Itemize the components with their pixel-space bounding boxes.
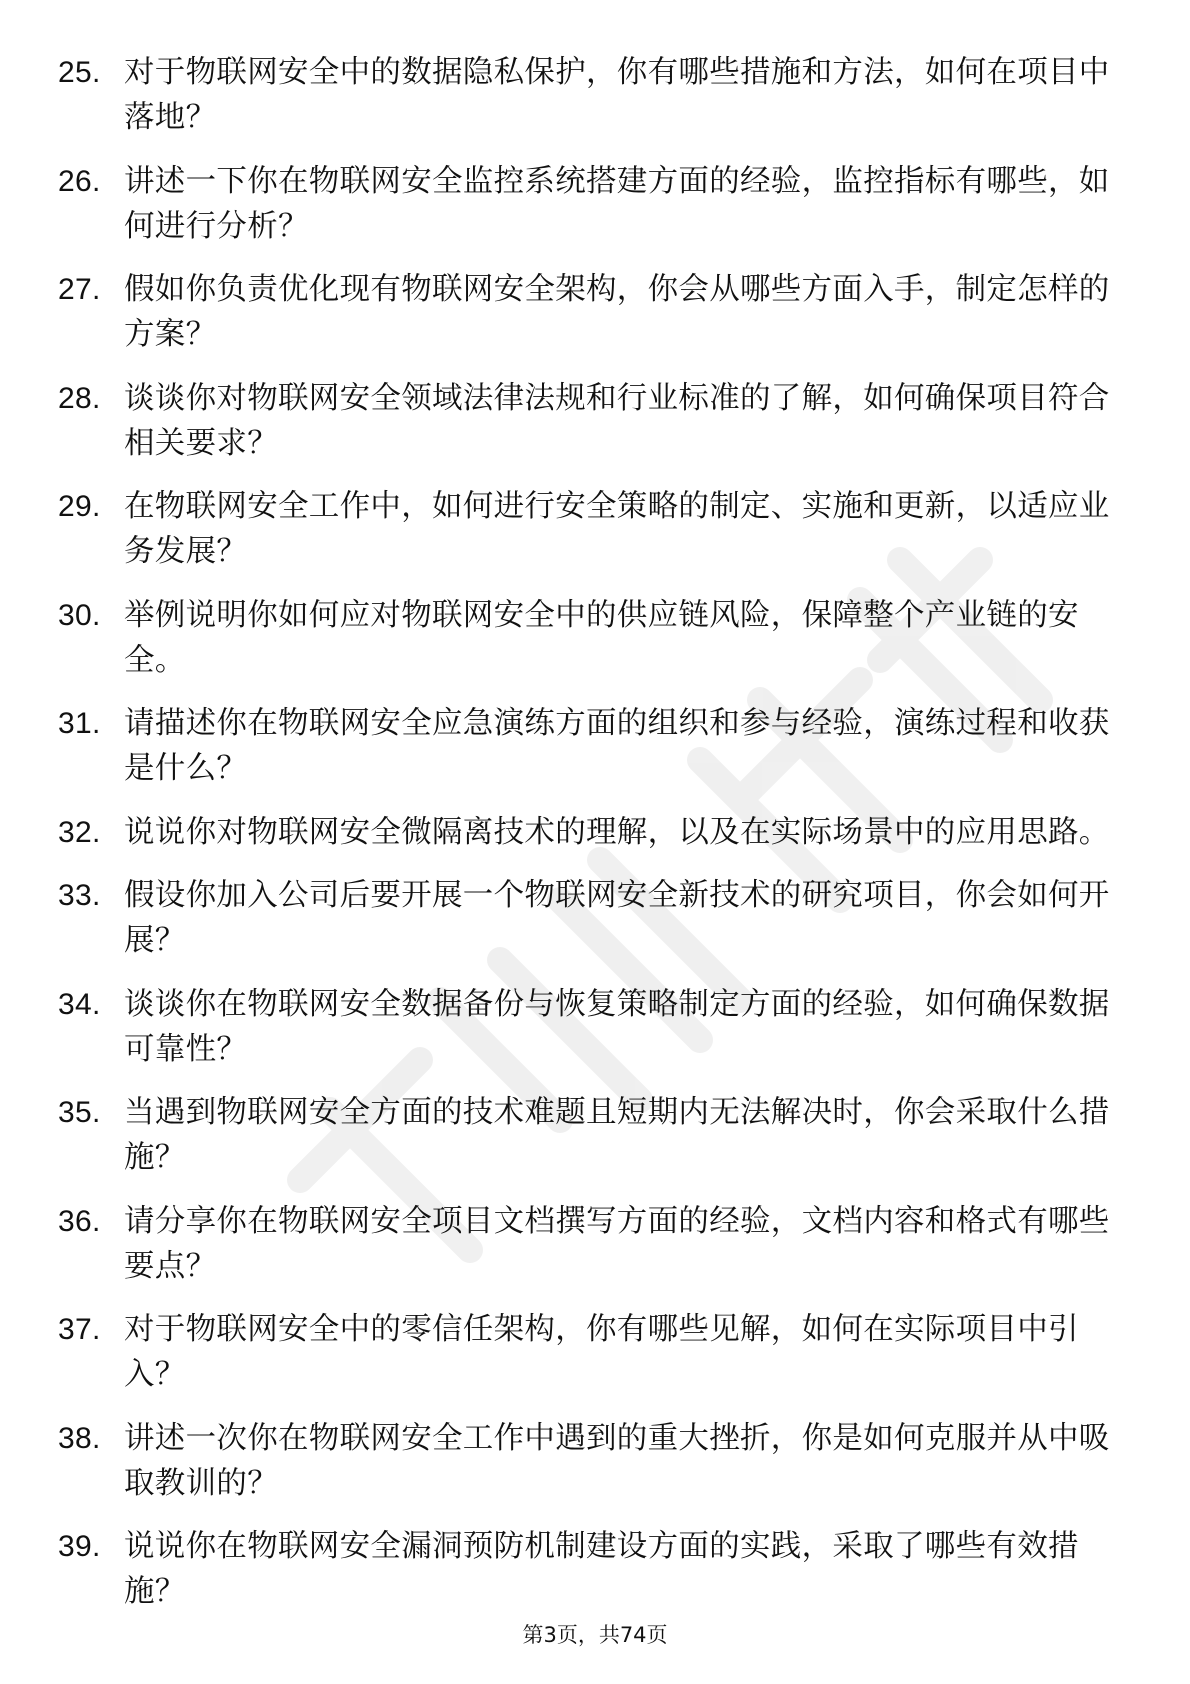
question-number: 29.: [58, 490, 101, 523]
question-number: 27.: [58, 273, 101, 306]
page-footer: 第3页，共74页: [522, 1623, 668, 1647]
question-item: [58, 1090, 1118, 1180]
question-item: [58, 701, 1118, 791]
question-text: 对于物联网安全中的数据隐私保护，你有哪些措施和方法，如何在项目中落地？: [124, 55, 1110, 135]
question-text: 讲述一次你在物联网安全工作中遇到的重大挫折，你是如何克服并从中吸取教训的？: [124, 1420, 1110, 1501]
question-item: [58, 159, 1118, 249]
question-number: 31.: [58, 707, 101, 740]
question-text: 在物联网安全工作中，如何进行安全策略的制定、实施和更新，以适应业务发展？: [124, 489, 1110, 569]
question-number: 32.: [58, 815, 101, 849]
question-text: 举例说明你如何应对物联网安全中的供应链风险，保障整个产业链的安全。: [124, 597, 1079, 678]
question-number: 34.: [58, 987, 101, 1021]
question-number: 38.: [58, 1421, 101, 1455]
question-number: 37.: [58, 1313, 101, 1346]
question-item: [58, 810, 1118, 855]
question-text: 谈谈你在物联网安全数据备份与恢复策略制定方面的经验，如何确保数据可靠性？: [124, 986, 1110, 1067]
question-text: 请描述你在物联网安全应急演练方面的组织和参与经验，演练过程和收获是什么？: [124, 706, 1110, 786]
question-text: 谈谈你对物联网安全领域法律法规和行业标准的了解，如何确保项目符合相关要求？: [124, 380, 1110, 461]
question-item: [58, 1307, 1118, 1397]
question-item: [58, 1416, 1118, 1506]
question-item: [58, 982, 1118, 1072]
question-number: 36.: [58, 1204, 101, 1238]
question-text: 假设你加入公司后要开展一个物联网安全新技术的研究项目，你会如何开展？: [124, 878, 1110, 958]
question-number: 39.: [58, 1530, 101, 1563]
question-item: [58, 50, 1118, 140]
question-text: 当遇到物联网安全方面的技术难题且短期内无法解决时，你会采取什么措施？: [124, 1095, 1110, 1175]
question-number: 26.: [58, 164, 101, 198]
question-item: [58, 593, 1118, 683]
question-item: [58, 1199, 1118, 1289]
question-text: 说说你在物联网安全漏洞预防机制建设方面的实践，采取了哪些有效措施？: [124, 1529, 1079, 1609]
question-text: 对于物联网安全中的零信任架构，你有哪些见解，如何在实际项目中引入？: [124, 1312, 1079, 1392]
question-number: 30.: [58, 598, 101, 632]
question-text: 请分享你在物联网安全项目文档撰写方面的经验，文档内容和格式有哪些要点？: [124, 1203, 1110, 1284]
question-number: 25.: [58, 56, 101, 89]
question-item: [58, 484, 1118, 574]
question-text: 说说你对物联网安全微隔离技术的理解，以及在实际场景中的应用思路。: [124, 814, 1110, 850]
question-item: [58, 873, 1118, 963]
question-item: [58, 376, 1118, 466]
question-text: 假如你负责优化现有物联网安全架构，你会从哪些方面入手，制定怎样的方案？: [124, 272, 1110, 352]
question-number: 35.: [58, 1096, 101, 1129]
question-text: 讲述一下你在物联网安全监控系统搭建方面的经验，监控指标有哪些，如何进行分析？: [124, 163, 1110, 244]
question-number: 28.: [58, 381, 101, 415]
question-item: [58, 1524, 1118, 1614]
question-item: [58, 267, 1118, 357]
question-list: [58, 50, 1118, 1633]
question-number: 33.: [58, 879, 101, 912]
